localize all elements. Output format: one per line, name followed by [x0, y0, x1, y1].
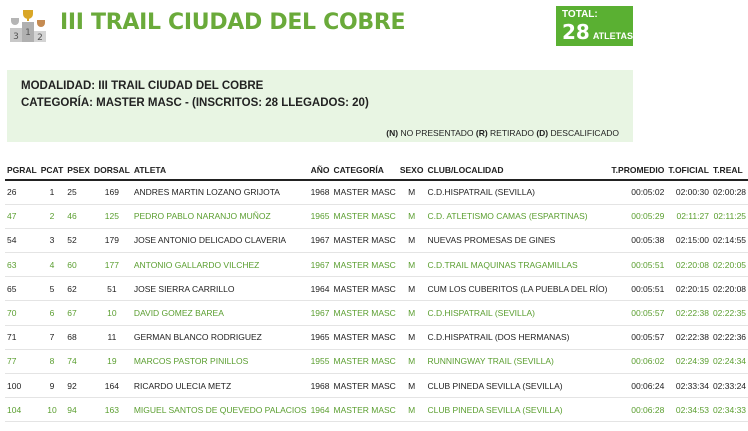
col-atleta[interactable]: ATLETA — [132, 160, 309, 180]
cell-pcat: 7 — [39, 325, 66, 349]
cell-club: CUM LOS CUBERITOS (LA PUEBLA DEL RÍO) — [425, 277, 609, 301]
cell-categoria: MASTER MASC — [331, 301, 397, 325]
cell-dorsal: 10 — [92, 301, 132, 325]
col-sexo[interactable]: SEXO — [398, 160, 426, 180]
table-row[interactable] — [5, 180, 748, 204]
svg-text:1: 1 — [25, 28, 31, 38]
cell-atleta[interactable]: MARCOS PASTOR PINILLOS — [132, 349, 309, 373]
cell-categoria: MASTER MASC — [331, 374, 397, 398]
cell-toficial: 02:20:08 — [666, 253, 711, 277]
cell-pgral: 47 — [5, 204, 39, 228]
total-label: TOTAL: — [562, 9, 598, 20]
cell-atleta[interactable]: MIGUEL SANTOS DE QUEVEDO PALACIOS — [132, 398, 309, 422]
cell-categoria: MASTER MASC — [331, 180, 397, 204]
cell-pcat: 9 — [39, 374, 66, 398]
cell-treal: 02:34:33 — [711, 398, 748, 422]
cell-treal: 02:14:55 — [711, 228, 748, 252]
cell-psex: 68 — [65, 325, 92, 349]
cell-treal: 02:33:24 — [711, 374, 748, 398]
col-psex[interactable]: PSEX — [65, 160, 92, 180]
cell-sexo: M — [398, 398, 426, 422]
table-row[interactable] — [5, 277, 748, 301]
table-row[interactable] — [5, 398, 748, 422]
cell-treal: 02:22:36 — [711, 325, 748, 349]
cell-tpromedio: 00:06:24 — [609, 374, 666, 398]
legend-d: (D) — [536, 128, 549, 138]
cell-atleta[interactable]: JOSE SIERRA CARRILLO — [132, 277, 309, 301]
cell-pgral: 70 — [5, 301, 39, 325]
table-row[interactable] — [5, 204, 748, 228]
cell-psex: 74 — [65, 349, 92, 373]
cell-toficial: 02:34:53 — [666, 398, 711, 422]
cell-pcat: 3 — [39, 228, 66, 252]
cell-pcat: 4 — [39, 253, 66, 277]
col-treal[interactable]: T.REAL — [711, 160, 748, 180]
cell-ano: 1965 — [309, 204, 332, 228]
cell-psex: 62 — [65, 277, 92, 301]
cell-categoria: MASTER MASC — [331, 204, 397, 228]
col-tpromedio[interactable]: T.PROMEDIO — [609, 160, 666, 180]
cell-categoria: MASTER MASC — [331, 228, 397, 252]
cell-pgral: 77 — [5, 349, 39, 373]
cell-pgral: 71 — [5, 325, 39, 349]
cell-ano: 1968 — [309, 180, 332, 204]
cell-sexo: M — [398, 277, 426, 301]
cell-dorsal: 11 — [92, 325, 132, 349]
cell-psex: 92 — [65, 374, 92, 398]
cell-treal: 02:24:34 — [711, 349, 748, 373]
cell-psex: 46 — [65, 204, 92, 228]
cell-psex: 60 — [65, 253, 92, 277]
cell-atleta[interactable]: DAVID GOMEZ BAREA — [132, 301, 309, 325]
cell-sexo: M — [398, 180, 426, 204]
cell-psex: 67 — [65, 301, 92, 325]
cell-pcat: 5 — [39, 277, 66, 301]
cell-categoria: MASTER MASC — [331, 325, 397, 349]
cell-sexo: M — [398, 301, 426, 325]
cell-pcat: 1 — [39, 180, 66, 204]
cell-club: CLUB PINEDA SEVILLA (SEVILLA) — [425, 398, 609, 422]
col-toficial[interactable]: T.OFICIAL — [666, 160, 711, 180]
cell-ano: 1965 — [309, 325, 332, 349]
cell-tpromedio: 00:06:28 — [609, 398, 666, 422]
cell-categoria: MASTER MASC — [331, 277, 397, 301]
cell-sexo: M — [398, 325, 426, 349]
cell-categoria: MASTER MASC — [331, 253, 397, 277]
cell-tpromedio: 00:05:57 — [609, 301, 666, 325]
legend-r: (R) — [475, 128, 488, 138]
cell-dorsal: 164 — [92, 374, 132, 398]
cell-dorsal: 177 — [92, 253, 132, 277]
cell-treal: 02:00:28 — [711, 180, 748, 204]
cell-atleta[interactable]: RICARDO ULECIA METZ — [132, 374, 309, 398]
cell-pcat: 8 — [39, 349, 66, 373]
cell-treal: 02:22:35 — [711, 301, 748, 325]
page-header — [0, 0, 640, 60]
table-header-row — [5, 160, 748, 180]
cell-pgral: 63 — [5, 253, 39, 277]
table-row[interactable] — [5, 349, 748, 373]
cell-club: C.D.HISPATRAIL (SEVILLA) — [425, 180, 609, 204]
cell-sexo: M — [398, 204, 426, 228]
cell-pgral: 26 — [5, 180, 39, 204]
legend-n: (N) — [386, 128, 399, 138]
cell-dorsal: 179 — [92, 228, 132, 252]
cell-club: RUNNINGWAY TRAIL (SEVILLA) — [425, 349, 609, 373]
table-row[interactable] — [5, 325, 748, 349]
cell-pgral: 100 — [5, 374, 39, 398]
legend-n-text: NO PRESENTADO — [398, 128, 476, 138]
svg-text:3: 3 — [13, 32, 19, 42]
legend-r-text: RETIRADO — [487, 128, 537, 138]
cell-psex: 25 — [65, 180, 92, 204]
cell-atleta[interactable]: PEDRO PABLO NARANJO MUÑOZ — [132, 204, 309, 228]
cell-psex: 94 — [65, 398, 92, 422]
modalidad-line: MODALIDAD: III TRAIL CIUDAD DEL COBRE — [21, 80, 264, 92]
cell-tpromedio: 00:05:29 — [609, 204, 666, 228]
table-row[interactable] — [5, 301, 748, 325]
cell-toficial: 02:15:00 — [666, 228, 711, 252]
cell-toficial: 02:22:38 — [666, 325, 711, 349]
cell-dorsal: 163 — [92, 398, 132, 422]
cell-tpromedio: 00:05:38 — [609, 228, 666, 252]
cell-club: CLUB PINEDA SEVILLA (SEVILLA) — [425, 374, 609, 398]
cell-categoria: MASTER MASC — [331, 398, 397, 422]
total-athletes-badge — [556, 6, 633, 46]
cell-sexo: M — [398, 374, 426, 398]
cell-tpromedio: 00:05:51 — [609, 277, 666, 301]
cell-categoria: MASTER MASC — [331, 349, 397, 373]
col-club[interactable]: CLUB/LOCALIDAD — [425, 160, 609, 180]
cell-club: C.D. ATLETISMO CAMAS (ESPARTINAS) — [425, 204, 609, 228]
podium-icon — [8, 6, 48, 46]
cell-toficial: 02:24:39 — [666, 349, 711, 373]
cell-atleta[interactable]: ANDRES MARTIN LOZANO GRIJOTA — [132, 180, 309, 204]
cell-sexo: M — [398, 228, 426, 252]
cell-treal: 02:20:08 — [711, 277, 748, 301]
table-row[interactable] — [5, 374, 748, 398]
cell-toficial: 02:33:34 — [666, 374, 711, 398]
legend-d-text: DESCALIFICADO — [548, 128, 619, 138]
table-row[interactable] — [5, 228, 748, 252]
race-info-panel — [7, 70, 633, 142]
cell-tpromedio: 00:05:02 — [609, 180, 666, 204]
cell-atleta[interactable]: ANTONIO GALLARDO VILCHEZ — [132, 253, 309, 277]
cell-pcat: 10 — [39, 398, 66, 422]
cell-toficial: 02:20:15 — [666, 277, 711, 301]
col-ano[interactable]: AÑO — [309, 160, 332, 180]
cell-toficial: 02:00:30 — [666, 180, 711, 204]
cell-sexo: M — [398, 253, 426, 277]
total-unit: ATLETAS — [592, 31, 634, 41]
cell-ano: 1968 — [309, 374, 332, 398]
cell-toficial: 02:11:27 — [666, 204, 711, 228]
cell-pgral: 65 — [5, 277, 39, 301]
col-pgral[interactable]: PGRAL — [5, 160, 39, 180]
cell-club: C.D.HISPATRAIL (SEVILLA) — [425, 301, 609, 325]
cell-dorsal: 51 — [92, 277, 132, 301]
cell-ano: 1967 — [309, 228, 332, 252]
cell-ano: 1964 — [309, 277, 332, 301]
col-dorsal[interactable]: DORSAL — [92, 160, 132, 180]
page-title: III TRAIL CIUDAD DEL COBRE — [60, 10, 406, 35]
cell-dorsal: 169 — [92, 180, 132, 204]
cell-dorsal: 19 — [92, 349, 132, 373]
cell-atleta[interactable]: GERMAN BLANCO RODRIGUEZ — [132, 325, 309, 349]
cell-toficial: 02:22:38 — [666, 301, 711, 325]
cell-treal: 02:11:25 — [711, 204, 748, 228]
total-value: 28 — [562, 20, 590, 44]
cell-club: C.D.TRAIL MAQUINAS TRAGAMILLAS — [425, 253, 609, 277]
cell-ano: 1955 — [309, 349, 332, 373]
cell-tpromedio: 00:05:51 — [609, 253, 666, 277]
cell-pgral: 104 — [5, 398, 39, 422]
cell-pgral: 54 — [5, 228, 39, 252]
cell-tpromedio: 00:05:57 — [609, 325, 666, 349]
cell-tpromedio: 00:06:02 — [609, 349, 666, 373]
col-pcat[interactable]: PCAT — [39, 160, 66, 180]
cell-ano: 1964 — [309, 398, 332, 422]
cell-ano: 1967 — [309, 253, 332, 277]
status-legend — [386, 128, 619, 138]
cell-pcat: 6 — [39, 301, 66, 325]
svg-text:2: 2 — [37, 33, 43, 43]
cell-psex: 52 — [65, 228, 92, 252]
cell-atleta[interactable]: JOSE ANTONIO DELICADO CLAVERIA — [132, 228, 309, 252]
cell-sexo: M — [398, 349, 426, 373]
cell-treal: 02:20:05 — [711, 253, 748, 277]
categoria-line: CATEGORÍA: MASTER MASC - (INSCRITOS: 28 LLEGADOS: 20) — [21, 97, 369, 109]
results-table — [5, 160, 748, 422]
cell-pcat: 2 — [39, 204, 66, 228]
cell-ano: 1967 — [309, 301, 332, 325]
cell-club: NUEVAS PROMESAS DE GINES — [425, 228, 609, 252]
col-categoria[interactable]: CATEGORÍA — [331, 160, 397, 180]
table-row[interactable] — [5, 253, 748, 277]
cell-club: C.D.HISPATRAIL (DOS HERMANAS) — [425, 325, 609, 349]
cell-dorsal: 125 — [92, 204, 132, 228]
